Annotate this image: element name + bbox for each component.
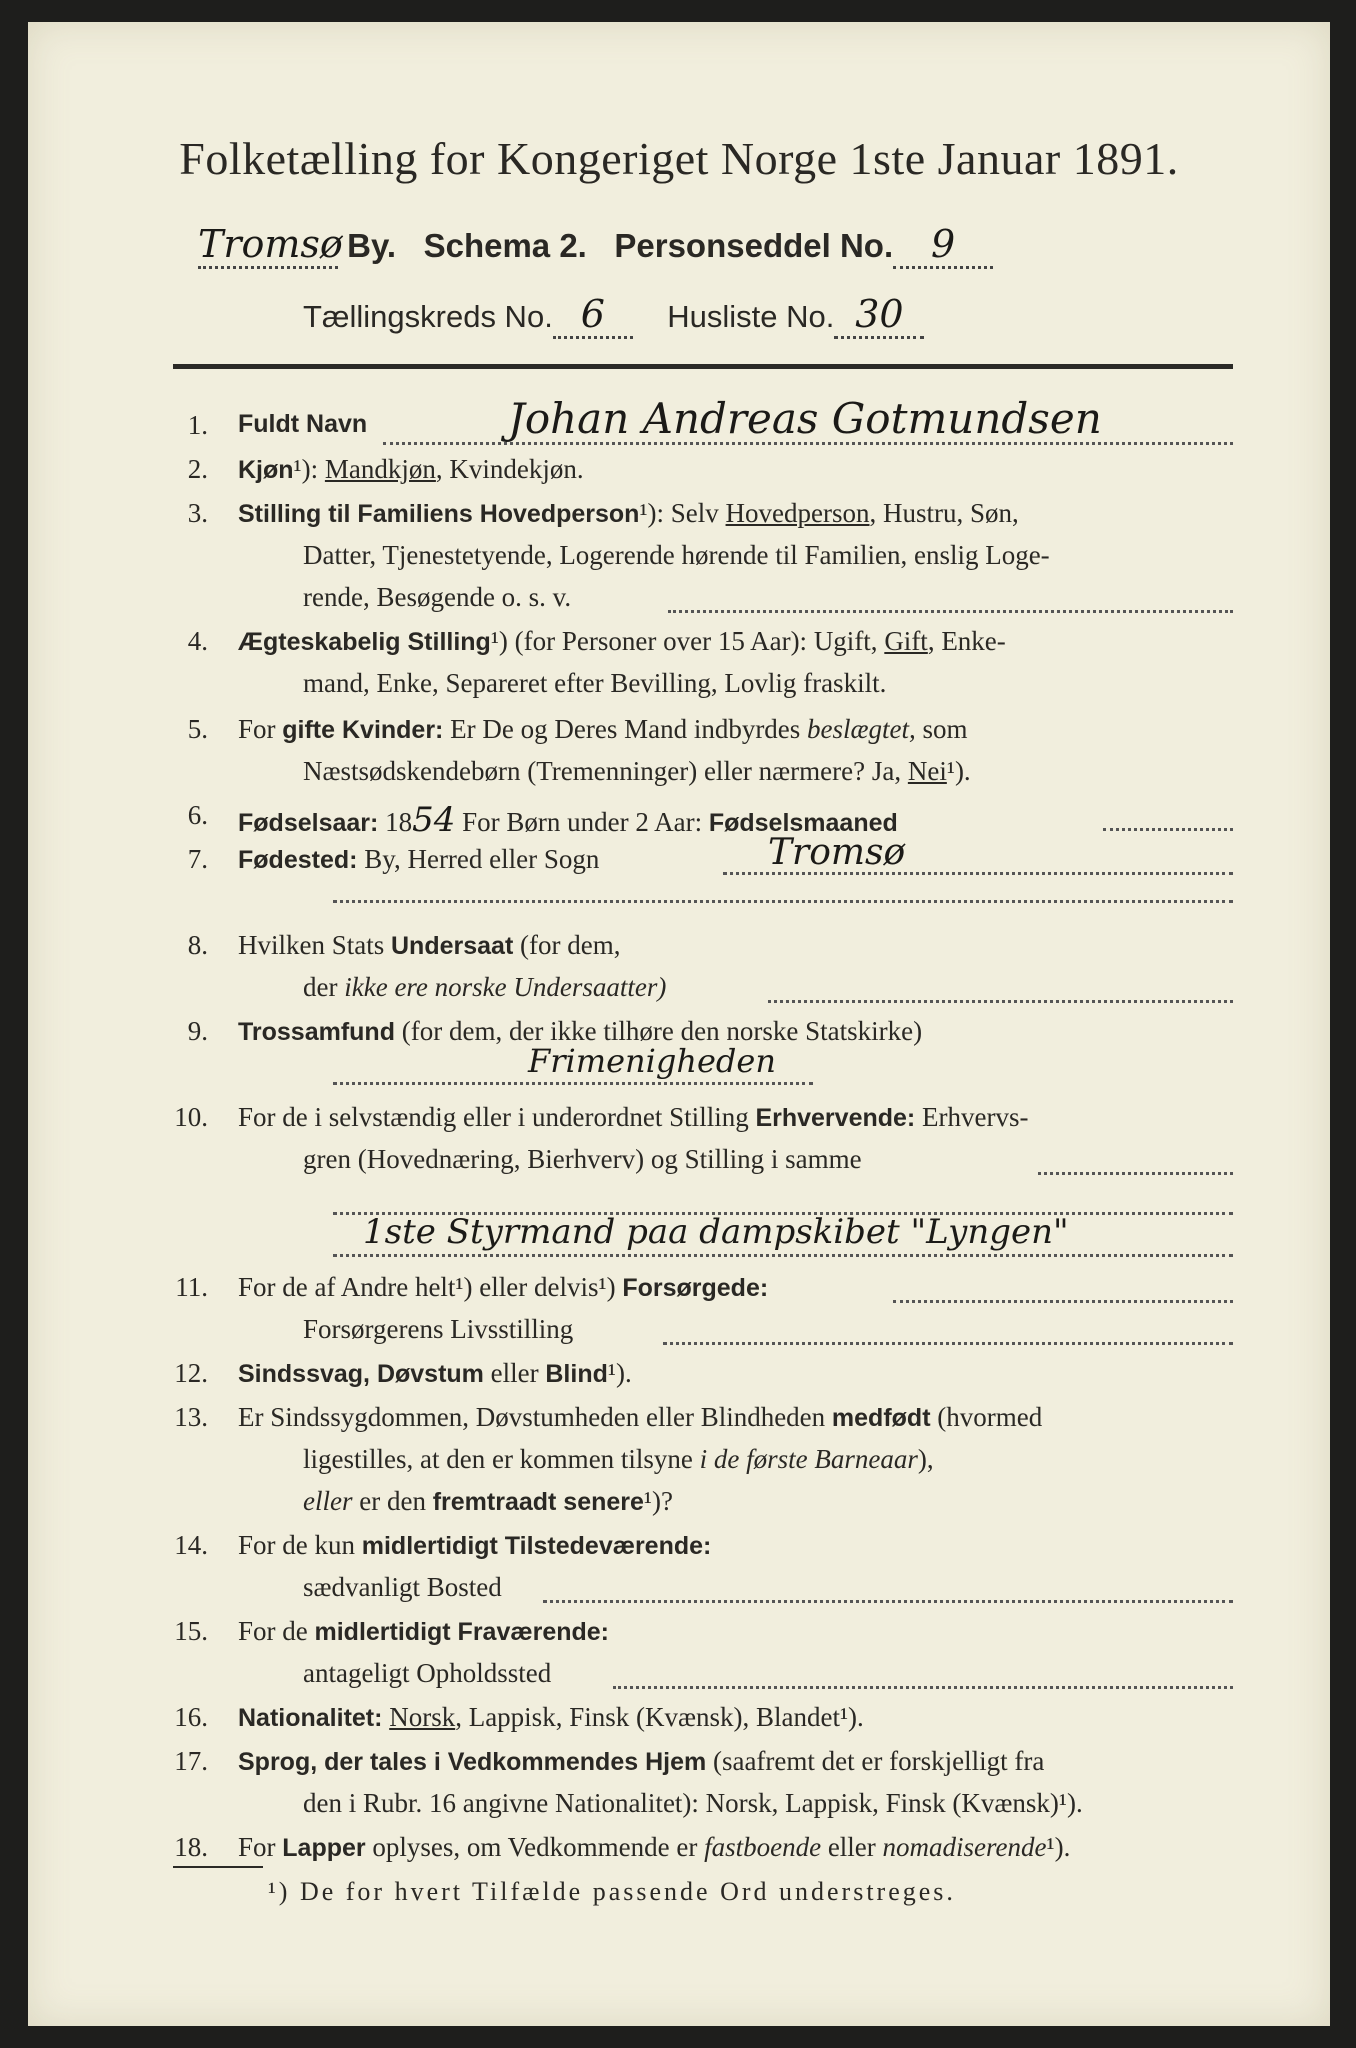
personseddel-number: 9 (931, 222, 956, 266)
fill-line (668, 610, 1233, 613)
footnote: ¹) De for hvert Tilfælde passende Ord understreges. (268, 1877, 956, 1906)
header-row-1 (198, 222, 993, 269)
husliste-number: 30 (855, 292, 904, 336)
field-15: 15. For de midlertidigt Fraværende: (174, 1616, 609, 1646)
field-4: 4. Ægteskabelig Stilling¹) (for Personer over 15 Aar): Ugift, Gift, Enke- (187, 626, 1006, 656)
field-1: 1. Fuldt Navn (187, 410, 368, 440)
field-10: 10. For de i selvstændig eller i underordnet Stilling Erhvervende: Erhvervs- (174, 1102, 1029, 1132)
field-18: 18. For Lapper oplyses, om Vedkommende er fastboende eller nomadiserende¹). (174, 1832, 1071, 1862)
fill-line (613, 1686, 1233, 1689)
fill-line (893, 1300, 1233, 1303)
city-handwritten: Tromsø (198, 222, 343, 266)
fill-line (333, 1082, 813, 1085)
fill-line (1103, 828, 1233, 831)
field-13: 13. Er Sindssygdommen, Døvstumheden eller Blindheden medfødt (hvormed (174, 1402, 1043, 1432)
field-17: 17. Sprog, der tales i Vedkommendes Hjem (saafremt det er forskjelligt fra (174, 1746, 1045, 1776)
kreds-label: Tællingskreds No. (303, 299, 553, 334)
field-9: 9. Trossamfund (for dem, der ikke tilhøre den norske Statskirke) (187, 1016, 923, 1046)
field-12: 12. Sindssvag, Døvstum eller Blind¹). (174, 1358, 632, 1388)
field-11: 11. For de af Andre helt¹) eller delvis¹) Forsørgede: (175, 1272, 769, 1302)
header-divider (173, 364, 1233, 369)
selected-norsk: Norsk (389, 1702, 456, 1732)
fill-line (1038, 1172, 1233, 1175)
occupation-handwritten: 1ste Styrmand paa dampskibet "Lyngen" (363, 1212, 1069, 1252)
birth-year-handwritten: 54 (412, 800, 456, 840)
by-label: By. (347, 227, 397, 264)
fill-line (663, 1342, 1233, 1345)
personseddel-label: Personseddel No. (614, 227, 894, 264)
field-7: 7. Fødested: By, Herred eller Sogn (187, 844, 600, 874)
birthplace-handwritten: Tromsø (768, 832, 906, 873)
census-form: Folketælling for Kongeriget Norge 1ste Januar 1891. Tromsø By. Schema 2. Personseddel No. 9 Tællingskreds No. 6 Husliste No. 30 1. Fuldt Navn Johan Andreas Gotmundsen 2. Kjøn¹): Mandkjøn, Kvindekjøn. 3. Stilling til Familiens Hovedperson¹): Selv Hovedperson, Hustru, Søn, Datter, Tjenestetyende, Logerende hørende til Familien, enslig Loge- rende, Besøgende o. s. v. 4. Ægteskabelig Stilling¹) (for Personer over 15 Aar): Ugift, Gift, Enke- mand, Enke, Separeret efter Bevilling, Lovlig fraskilt. 5. For gifte Kvinder: Er De og Deres Mand indbyrdes beslægtet, som Næstsødskendebørn (Tremenninger) eller nærmere? Ja, Nei¹). 6. Fødselsaar: 1854 For Børn under 2 Aar: Fødselsmaaned 7. Fødested: By, Herred eller Sogn Tromsø 8. Hvilken Stats Undersaat (for dem, der ikke ere norske Undersaatter) 9. Trossamfund (for dem, der ikke tilhøre den norske Statskirke) Frimenigheden 10. For de i selvstændig eller i underordnet Stilling Erhvervende: Erhvervs- gren (Hovednæring, Bierhverv) og Stilling i samme 1ste Styrmand paa dampskibet "Lyngen" 11. For de af Andre helt¹) eller delvis¹) Forsørgede: Forsørgerens Livsstilling 12. Sindssvag, Døvstum eller Blind¹). 13. Er Sindssygdommen, Døvstumheden eller Blindheden medfødt (hvormed ligestilles, at den er kommen tilsyne i de første Barneaar), eller er den fremtraadt senere¹)? 14. For de kun midlertidigt Tilstedeværende: sædvanligt Bosted 15. For de midlertidigt Fraværende: antageligt Opholdssted 16. Nationalitet: Norsk, Lappisk, Finsk (Kvænsk), Blandet¹). 17. Sprog, der tales i Vedkommendes Hjem (saafremt det er forskjelligt fra den i Rubr. 16 angivne Nationalitet): Norsk, Lappisk, Finsk (Kvænsk)¹). 18. For Lapper oplyses, om Vedkommende er fastboende eller nomadiserende¹). ¹) De for hvert Tilfælde passende Ord understreges. (28, 22, 1330, 2026)
field-6: 6. Fødselsaar: 1854 For Børn under 2 Aar: Fødselsmaaned (187, 800, 898, 840)
census-form-paper (28, 22, 1330, 2026)
religion-handwritten: Frimenigheden (528, 1042, 776, 1080)
schema-label: Schema 2. (423, 227, 587, 264)
field-2: 2. Kjøn¹): Mandkjøn, Kvindekjøn. (187, 454, 584, 484)
fill-line (543, 1600, 1233, 1603)
name-handwritten: Johan Andreas Gotmundsen (508, 394, 1102, 443)
kreds-number: 6 (580, 292, 605, 336)
selected-gift: Gift (884, 626, 928, 656)
selected-nei: Nei (907, 756, 947, 786)
selected-hovedperson: Hovedperson (725, 498, 870, 528)
fill-line (333, 900, 1233, 903)
field-5: 5. For gifte Kvinder: Er De og Deres Mand indbyrdes beslægtet, som (187, 714, 968, 744)
footnote-divider (173, 1866, 263, 1868)
fill-line (768, 1000, 1233, 1003)
field-14: 14. For de kun midlertidigt Tilstedeværende: (174, 1530, 712, 1560)
fill-line (333, 1254, 1233, 1257)
header-row-2 (303, 292, 924, 339)
husliste-label: Husliste No. (667, 299, 835, 334)
form-title: Folketælling for Kongeriget Norge 1ste Januar 1891. (179, 133, 1179, 184)
field-16: 16. Nationalitet: Norsk, Lappisk, Finsk (Kvænsk), Blandet¹). (174, 1702, 864, 1732)
field-8: 8. Hvilken Stats Undersaat (for dem, (187, 930, 621, 960)
fuldt-navn-label: Fuldt Navn (238, 410, 368, 438)
selected-mandkjon: Mandkjøn (324, 454, 436, 484)
field-3: 3. Stilling til Familiens Hovedperson¹): Selv Hovedperson, Hustru, Søn, (187, 498, 1019, 528)
